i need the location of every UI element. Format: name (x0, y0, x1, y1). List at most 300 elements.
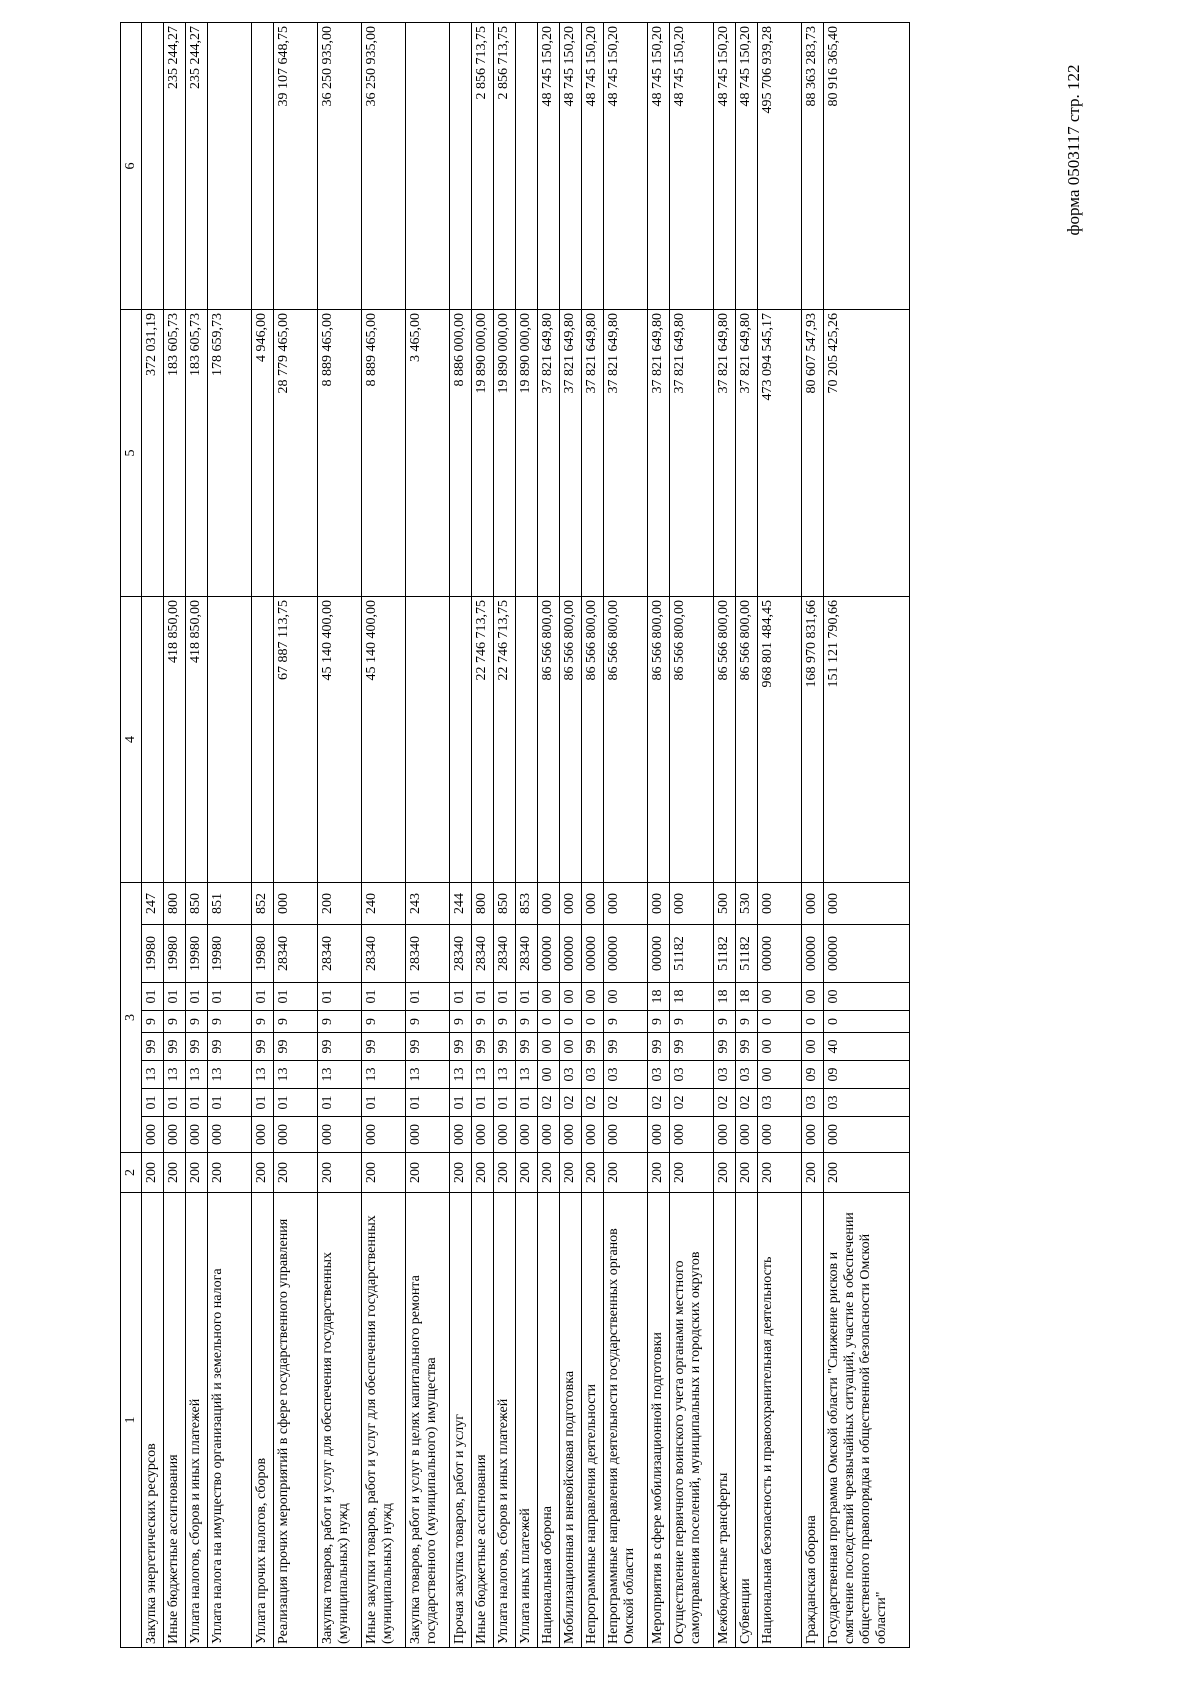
row-classification-code-part: 000 (516, 1117, 538, 1153)
row-classification-code-part: 18 (670, 983, 714, 1011)
row-classification-code-part: 000 (802, 883, 824, 925)
row-classification-code-part: 13 (142, 1061, 164, 1089)
row-classification-code-part: 00000 (758, 925, 802, 983)
row-classification-code-part: 530 (736, 883, 758, 925)
row-line-code: 200 (450, 1153, 472, 1193)
row-classification-code-part: 00000 (582, 925, 604, 983)
row-classification-code-part: 00000 (648, 925, 670, 983)
row-classification-code-part: 000 (582, 883, 604, 925)
row-unexecuted-amount: 88 363 283,73 (802, 23, 824, 310)
row-classification-code-part: 0 (582, 1011, 604, 1033)
row-classification-code-part: 243 (406, 883, 450, 925)
table-row (450, 23, 472, 1648)
row-classification-code-part: 0 (538, 1011, 560, 1033)
row-classification-code-part: 01 (164, 983, 186, 1011)
row-classification-code-part: 9 (142, 1011, 164, 1033)
row-name: Уплата налога на имущество организаций и земельного налога (208, 1193, 252, 1648)
row-unexecuted-amount: 80 916 365,40 (824, 23, 910, 310)
row-classification-code-part: 000 (560, 1117, 582, 1153)
row-classification-code-part: 99 (494, 1033, 516, 1061)
row-classification-code-part: 13 (516, 1061, 538, 1089)
row-executed-amount: 80 607 547,93 (802, 310, 824, 597)
row-name: Закупка энергетических ресурсов (142, 1193, 164, 1648)
row-classification-code-part: 000 (538, 883, 560, 925)
row-line-code: 200 (318, 1153, 362, 1193)
row-classification-code-part: 000 (472, 1117, 494, 1153)
row-approved-amount: 418 850,00 (186, 597, 208, 883)
row-classification-code-part: 01 (164, 1089, 186, 1117)
row-line-code: 200 (582, 1153, 604, 1193)
table-row (714, 23, 736, 1648)
row-executed-amount: 3 465,00 (406, 310, 450, 597)
row-classification-code-part: 9 (516, 1011, 538, 1033)
row-executed-amount: 37 821 649,80 (560, 310, 582, 597)
row-line-code: 200 (714, 1153, 736, 1193)
row-executed-amount: 37 821 649,80 (648, 310, 670, 597)
row-classification-code-part: 01 (142, 983, 164, 1011)
row-executed-amount: 37 821 649,80 (714, 310, 736, 597)
row-classification-code-part: 13 (362, 1061, 406, 1089)
table-row (560, 23, 582, 1648)
row-classification-code-part: 000 (186, 1117, 208, 1153)
table-row (208, 23, 252, 1648)
row-classification-code-part: 9 (406, 1011, 450, 1033)
row-classification-code-part: 000 (274, 1117, 318, 1153)
row-approved-amount: 86 566 800,00 (538, 597, 560, 883)
row-classification-code-part: 99 (736, 1033, 758, 1061)
row-classification-code-part: 000 (670, 1117, 714, 1153)
row-unexecuted-amount: 48 745 150,20 (604, 23, 648, 310)
row-classification-code-part: 01 (274, 983, 318, 1011)
row-name: Закупка товаров, работ и услуг для обеспечения государственных (муниципальных) нужд (318, 1193, 362, 1648)
row-name: Иные бюджетные ассигнования (472, 1193, 494, 1648)
row-classification-code-part: 01 (252, 1089, 274, 1117)
row-classification-code-part: 02 (736, 1089, 758, 1117)
row-executed-amount: 183 605,73 (186, 310, 208, 597)
row-line-code: 200 (516, 1153, 538, 1193)
row-classification-code-part: 9 (274, 1011, 318, 1033)
row-unexecuted-amount (208, 23, 252, 310)
table-body (142, 23, 910, 1648)
row-classification-code-part: 9 (208, 1011, 252, 1033)
row-name: Мобилизационная и вневойсковая подготовка (560, 1193, 582, 1648)
table-row (604, 23, 648, 1648)
row-classification-code-part: 01 (318, 983, 362, 1011)
row-classification-code-part: 19980 (142, 925, 164, 983)
row-classification-code-part: 9 (164, 1011, 186, 1033)
row-classification-code-part: 01 (450, 983, 472, 1011)
row-classification-code-part: 13 (252, 1061, 274, 1089)
row-classification-code-part: 02 (670, 1089, 714, 1117)
row-executed-amount: 37 821 649,80 (582, 310, 604, 597)
row-classification-code-part: 01 (208, 1089, 252, 1117)
row-classification-code-part: 28340 (318, 925, 362, 983)
row-classification-code-part: 000 (604, 1117, 648, 1153)
table-row (494, 23, 516, 1648)
row-classification-code-part: 01 (450, 1089, 472, 1117)
row-classification-code-part: 0 (758, 1011, 802, 1033)
row-line-code: 200 (538, 1153, 560, 1193)
row-approved-amount: 22 746 713,75 (494, 597, 516, 883)
row-line-code: 200 (648, 1153, 670, 1193)
table-row (318, 23, 362, 1648)
row-name: Субвенции (736, 1193, 758, 1648)
row-classification-code-part: 01 (362, 983, 406, 1011)
row-line-code: 200 (604, 1153, 648, 1193)
row-approved-amount (142, 597, 164, 883)
row-line-code: 200 (494, 1153, 516, 1193)
row-classification-code-part: 51182 (714, 925, 736, 983)
row-classification-code-part: 03 (714, 1061, 736, 1089)
row-line-code: 200 (472, 1153, 494, 1193)
row-unexecuted-amount (252, 23, 274, 310)
row-approved-amount: 968 801 484,45 (758, 597, 802, 883)
table-header-row (121, 23, 142, 1648)
row-line-code: 200 (208, 1153, 252, 1193)
row-classification-code-part: 28340 (472, 925, 494, 983)
row-classification-code-part: 9 (604, 1011, 648, 1033)
row-classification-code-part: 01 (186, 1089, 208, 1117)
row-classification-code-part: 19980 (208, 925, 252, 983)
row-classification-code-part: 9 (472, 1011, 494, 1033)
row-classification-code-part: 99 (406, 1033, 450, 1061)
row-classification-code-part: 01 (494, 983, 516, 1011)
row-approved-amount: 86 566 800,00 (560, 597, 582, 883)
table-row (164, 23, 186, 1648)
row-approved-amount: 168 970 831,66 (802, 597, 824, 883)
row-classification-code-part: 9 (736, 1011, 758, 1033)
table-row (648, 23, 670, 1648)
row-unexecuted-amount: 2 856 713,75 (494, 23, 516, 310)
table-row (758, 23, 802, 1648)
row-unexecuted-amount (142, 23, 164, 310)
row-line-code: 200 (758, 1153, 802, 1193)
row-classification-code-part: 13 (318, 1061, 362, 1089)
row-approved-amount: 86 566 800,00 (670, 597, 714, 883)
row-classification-code-part: 9 (318, 1011, 362, 1033)
row-approved-amount: 418 850,00 (164, 597, 186, 883)
row-classification-code-part: 000 (802, 1117, 824, 1153)
row-classification-code-part: 09 (802, 1061, 824, 1089)
table-row (362, 23, 406, 1648)
row-unexecuted-amount: 48 745 150,20 (670, 23, 714, 310)
row-unexecuted-amount: 36 250 935,00 (362, 23, 406, 310)
row-name: Реализация прочих мероприятий в сфере государственного управления (274, 1193, 318, 1648)
table-row (516, 23, 538, 1648)
row-classification-code-part: 000 (318, 1117, 362, 1153)
row-executed-amount: 4 946,00 (252, 310, 274, 597)
row-classification-code-part: 19980 (252, 925, 274, 983)
row-executed-amount: 473 094 545,17 (758, 310, 802, 597)
row-classification-code-part: 03 (604, 1061, 648, 1089)
row-classification-code-part: 18 (648, 983, 670, 1011)
row-classification-code-part: 02 (714, 1089, 736, 1117)
row-approved-amount: 45 140 400,00 (362, 597, 406, 883)
row-line-code: 200 (186, 1153, 208, 1193)
row-classification-code-part: 01 (516, 1089, 538, 1117)
table-row (406, 23, 450, 1648)
row-classification-code-part: 13 (450, 1061, 472, 1089)
row-classification-code-part: 000 (736, 1117, 758, 1153)
row-name: Государственная программа Омской области "Снижение рисков и смягчение последствий чрезвычайных ситуаций, участие в обеспечении общественного правопорядка и общественной безопасности Омской области" (824, 1193, 910, 1648)
row-classification-code-part: 00 (538, 983, 560, 1011)
row-classification-code-part: 00000 (604, 925, 648, 983)
row-line-code: 200 (824, 1153, 910, 1193)
row-classification-code-part: 00 (802, 983, 824, 1011)
row-classification-code-part: 00 (758, 1033, 802, 1061)
row-classification-code-part: 850 (494, 883, 516, 925)
row-classification-code-part: 02 (560, 1089, 582, 1117)
row-classification-code-part: 000 (670, 883, 714, 925)
row-name: Непрограммные направления деятельности государственных органов Омской области (604, 1193, 648, 1648)
row-classification-code-part: 03 (758, 1089, 802, 1117)
row-executed-amount: 37 821 649,80 (736, 310, 758, 597)
row-classification-code-part: 18 (736, 983, 758, 1011)
table-row (252, 23, 274, 1648)
row-classification-code-part: 02 (538, 1089, 560, 1117)
row-approved-amount: 86 566 800,00 (604, 597, 648, 883)
form-page-label-text: форма 0503117 стр. 122 (1064, 64, 1083, 236)
row-approved-amount: 151 121 790,66 (824, 597, 910, 883)
row-classification-code-part: 51182 (736, 925, 758, 983)
row-classification-code-part: 000 (164, 1117, 186, 1153)
row-classification-code-part: 03 (736, 1061, 758, 1089)
row-classification-code-part: 000 (252, 1117, 274, 1153)
row-line-code: 200 (362, 1153, 406, 1193)
table-row (582, 23, 604, 1648)
row-unexecuted-amount: 495 706 939,28 (758, 23, 802, 310)
row-classification-code-part: 000 (648, 1117, 670, 1153)
row-classification-code-part: 02 (648, 1089, 670, 1117)
row-classification-code-part: 000 (604, 883, 648, 925)
row-classification-code-part: 01 (186, 983, 208, 1011)
row-classification-code-part: 00 (538, 1061, 560, 1089)
column-header-4: 4 (121, 597, 142, 883)
column-header-3: 3 (121, 883, 142, 1153)
row-approved-amount: 86 566 800,00 (714, 597, 736, 883)
table-row (802, 23, 824, 1648)
row-executed-amount: 8 889 465,00 (318, 310, 362, 597)
row-classification-code-part: 000 (538, 1117, 560, 1153)
row-classification-code-part: 13 (406, 1061, 450, 1089)
row-classification-code-part: 9 (494, 1011, 516, 1033)
row-name: Непрограммные направления деятельности (582, 1193, 604, 1648)
row-classification-code-part: 99 (472, 1033, 494, 1061)
row-classification-code-part: 28340 (362, 925, 406, 983)
row-classification-code-part: 00000 (824, 925, 910, 983)
row-unexecuted-amount: 48 745 150,20 (736, 23, 758, 310)
row-unexecuted-amount: 36 250 935,00 (318, 23, 362, 310)
row-name: Межбюджетные трансферты (714, 1193, 736, 1648)
row-classification-code-part: 03 (582, 1061, 604, 1089)
row-classification-code-part: 00000 (538, 925, 560, 983)
row-classification-code-part: 851 (208, 883, 252, 925)
row-classification-code-part: 99 (274, 1033, 318, 1061)
row-classification-code-part: 01 (318, 1089, 362, 1117)
row-name: Закупка товаров, работ и услуг в целях капитального ремонта государственного (муниципального) имущества (406, 1193, 450, 1648)
row-classification-code-part: 9 (670, 1011, 714, 1033)
row-classification-code-part: 9 (714, 1011, 736, 1033)
row-line-code: 200 (736, 1153, 758, 1193)
row-name: Осуществление первичного воинского учета органами местного самоуправления поселений, муниципальных и городских округов (670, 1193, 714, 1648)
row-classification-code-part: 03 (802, 1089, 824, 1117)
row-classification-code-part: 99 (186, 1033, 208, 1061)
row-executed-amount: 37 821 649,80 (538, 310, 560, 597)
row-unexecuted-amount: 48 745 150,20 (582, 23, 604, 310)
row-classification-code-part: 9 (186, 1011, 208, 1033)
row-classification-code-part: 000 (758, 883, 802, 925)
row-classification-code-part: 13 (186, 1061, 208, 1089)
row-classification-code-part: 13 (472, 1061, 494, 1089)
row-classification-code-part: 03 (560, 1061, 582, 1089)
row-classification-code-part: 01 (494, 1089, 516, 1117)
row-line-code: 200 (164, 1153, 186, 1193)
row-classification-code-part: 247 (142, 883, 164, 925)
row-classification-code-part: 000 (450, 1117, 472, 1153)
row-classification-code-part: 19980 (164, 925, 186, 983)
row-unexecuted-amount (450, 23, 472, 310)
row-line-code: 200 (142, 1153, 164, 1193)
row-classification-code-part: 000 (758, 1117, 802, 1153)
row-classification-code-part: 000 (582, 1117, 604, 1153)
row-classification-code-part: 99 (164, 1033, 186, 1061)
row-classification-code-part: 99 (318, 1033, 362, 1061)
row-approved-amount (406, 597, 450, 883)
row-classification-code-part: 99 (362, 1033, 406, 1061)
row-classification-code-part: 19980 (186, 925, 208, 983)
table-row (670, 23, 714, 1648)
report-table (120, 22, 910, 1648)
row-classification-code-part: 9 (252, 1011, 274, 1033)
row-unexecuted-amount: 39 107 648,75 (274, 23, 318, 310)
row-approved-amount (516, 597, 538, 883)
row-classification-code-part: 99 (208, 1033, 252, 1061)
row-classification-code-part: 00 (582, 983, 604, 1011)
row-unexecuted-amount: 48 745 150,20 (560, 23, 582, 310)
row-classification-code-part: 28340 (274, 925, 318, 983)
row-name: Национальная оборона (538, 1193, 560, 1648)
row-unexecuted-amount (516, 23, 538, 310)
row-approved-amount (252, 597, 274, 883)
report-table-container (120, 23, 1075, 1648)
table-row (142, 23, 164, 1648)
row-approved-amount (208, 597, 252, 883)
row-name: Уплата налогов, сборов и иных платежей (494, 1193, 516, 1648)
table-row (736, 23, 758, 1648)
row-executed-amount: 37 821 649,80 (670, 310, 714, 597)
row-classification-code-part: 9 (362, 1011, 406, 1033)
row-classification-code-part: 03 (648, 1061, 670, 1089)
row-classification-code-part: 200 (318, 883, 362, 925)
row-classification-code-part: 000 (494, 1117, 516, 1153)
row-classification-code-part: 000 (208, 1117, 252, 1153)
row-line-code: 200 (670, 1153, 714, 1193)
row-executed-amount: 372 031,19 (142, 310, 164, 597)
row-classification-code-part: 28340 (450, 925, 472, 983)
row-classification-code-part: 13 (208, 1061, 252, 1089)
row-classification-code-part: 000 (824, 883, 910, 925)
table-row (824, 23, 910, 1648)
column-header-6: 6 (121, 23, 142, 310)
row-classification-code-part: 000 (406, 1117, 450, 1153)
column-header-1: 1 (121, 1193, 142, 1648)
row-classification-code-part: 01 (252, 983, 274, 1011)
row-line-code: 200 (274, 1153, 318, 1193)
row-classification-code-part: 01 (472, 983, 494, 1011)
row-classification-code-part: 01 (472, 1089, 494, 1117)
row-classification-code-part: 500 (714, 883, 736, 925)
row-classification-code-part: 01 (142, 1089, 164, 1117)
row-unexecuted-amount: 48 745 150,20 (714, 23, 736, 310)
row-unexecuted-amount: 235 244,27 (186, 23, 208, 310)
row-executed-amount: 37 821 649,80 (604, 310, 648, 597)
row-classification-code-part: 28340 (494, 925, 516, 983)
row-classification-code-part: 01 (406, 1089, 450, 1117)
row-classification-code-part: 0 (802, 1011, 824, 1033)
row-classification-code-part: 02 (582, 1089, 604, 1117)
row-line-code: 200 (802, 1153, 824, 1193)
row-name: Мероприятия в сфере мобилизационной подготовки (648, 1193, 670, 1648)
row-classification-code-part: 00 (604, 983, 648, 1011)
row-classification-code-part: 800 (164, 883, 186, 925)
row-classification-code-part: 99 (582, 1033, 604, 1061)
row-name: Уплата налогов, сборов и иных платежей (186, 1193, 208, 1648)
row-classification-code-part: 99 (142, 1033, 164, 1061)
row-classification-code-part: 850 (186, 883, 208, 925)
row-unexecuted-amount: 2 856 713,75 (472, 23, 494, 310)
row-classification-code-part: 00 (824, 983, 910, 1011)
row-line-code: 200 (252, 1153, 274, 1193)
row-classification-code-part: 13 (164, 1061, 186, 1089)
row-executed-amount: 28 779 465,00 (274, 310, 318, 597)
row-executed-amount: 19 890 000,00 (494, 310, 516, 597)
row-line-code: 200 (560, 1153, 582, 1193)
row-classification-code-part: 02 (604, 1089, 648, 1117)
row-classification-code-part: 9 (648, 1011, 670, 1033)
row-name: Иные бюджетные ассигнования (164, 1193, 186, 1648)
row-classification-code-part: 99 (450, 1033, 472, 1061)
row-classification-code-part: 853 (516, 883, 538, 925)
row-name: Гражданская оборона (802, 1193, 824, 1648)
row-classification-code-part: 800 (472, 883, 494, 925)
row-classification-code-part: 000 (274, 883, 318, 925)
row-classification-code-part: 28340 (516, 925, 538, 983)
row-classification-code-part: 01 (516, 983, 538, 1011)
row-unexecuted-amount: 48 745 150,20 (648, 23, 670, 310)
row-classification-code-part: 00 (538, 1033, 560, 1061)
column-header-2: 2 (121, 1153, 142, 1193)
row-classification-code-part: 00000 (560, 925, 582, 983)
row-classification-code-part: 18 (714, 983, 736, 1011)
row-classification-code-part: 00 (560, 983, 582, 1011)
row-unexecuted-amount: 48 745 150,20 (538, 23, 560, 310)
row-executed-amount: 19 890 000,00 (472, 310, 494, 597)
row-classification-code-part: 99 (604, 1033, 648, 1061)
row-approved-amount: 86 566 800,00 (582, 597, 604, 883)
row-classification-code-part: 99 (516, 1033, 538, 1061)
row-classification-code-part: 000 (824, 1117, 910, 1153)
row-approved-amount: 86 566 800,00 (648, 597, 670, 883)
row-approved-amount: 67 887 113,75 (274, 597, 318, 883)
row-classification-code-part: 00 (758, 983, 802, 1011)
row-classification-code-part: 00 (758, 1061, 802, 1089)
row-classification-code-part: 51182 (670, 925, 714, 983)
row-executed-amount: 183 605,73 (164, 310, 186, 597)
row-classification-code-part: 99 (252, 1033, 274, 1061)
row-approved-amount: 45 140 400,00 (318, 597, 362, 883)
row-name: Прочая закупка товаров, работ и услуг (450, 1193, 472, 1648)
row-classification-code-part: 03 (824, 1089, 910, 1117)
